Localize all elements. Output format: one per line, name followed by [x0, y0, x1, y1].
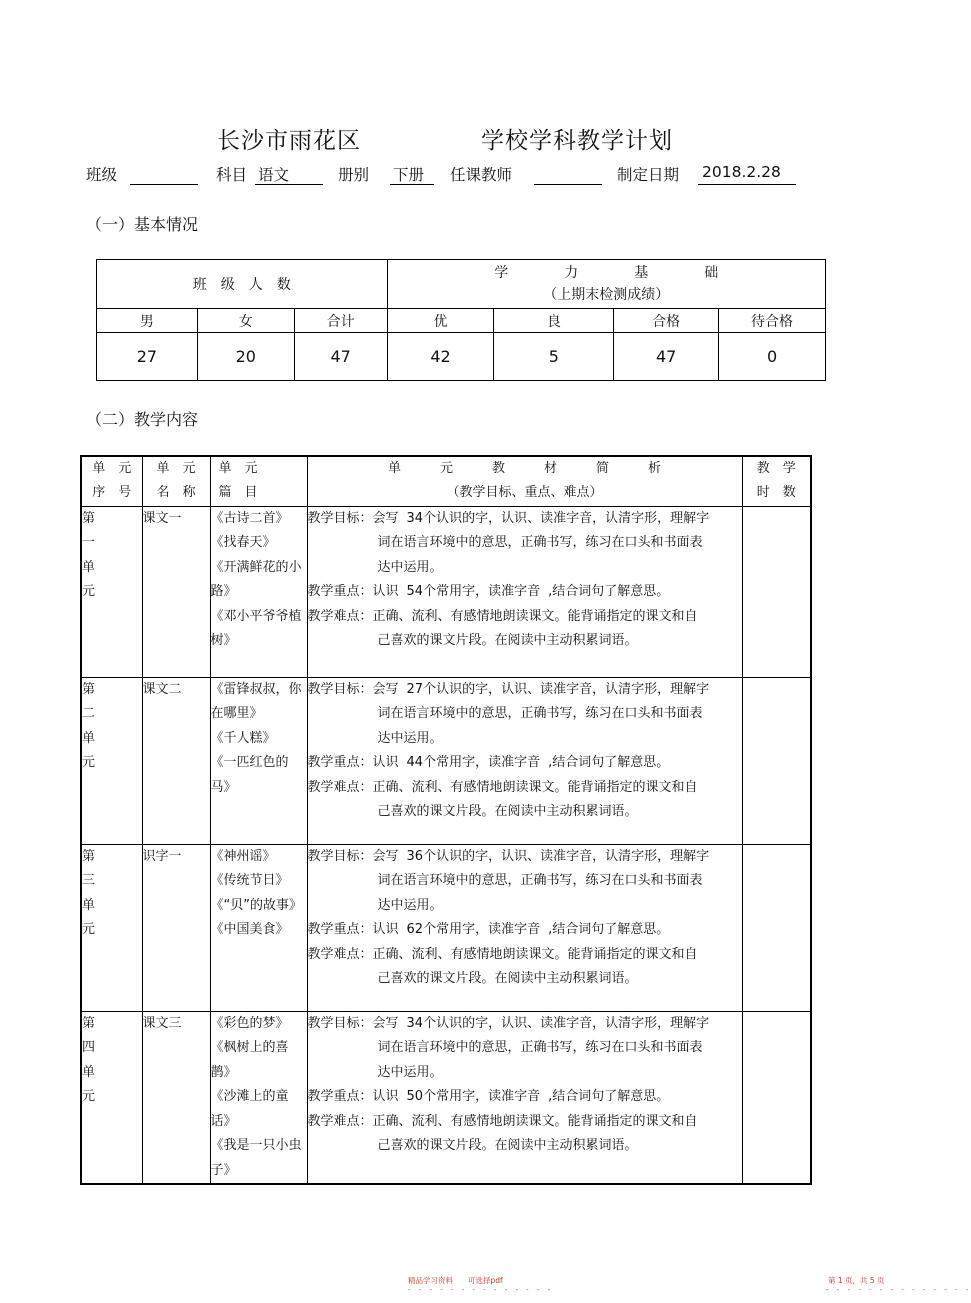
unit-row: [81, 1011, 811, 1184]
footer-dots-left: - - - - - - - - - - - - - -: [408, 1286, 554, 1294]
teacher-field: [534, 184, 602, 185]
lesson-item: 《沙滩上的童话》: [210, 1089, 289, 1129]
unit-1-lessons: [210, 506, 307, 677]
lesson-item: 《找春天》: [210, 535, 276, 550]
col-male: 男: [97, 309, 198, 333]
unit-row: [81, 844, 811, 1011]
unit-3-name: 识字一: [142, 844, 210, 1011]
section-basic-info-title: （一）基本情况: [86, 215, 199, 234]
basic-info-table: [96, 259, 826, 381]
col-pass: 合格: [614, 309, 719, 333]
unit-2-hours: [742, 677, 811, 844]
lesson-item: 《枫树上的喜鹊》: [210, 1040, 289, 1080]
unit-1-hours: [742, 506, 811, 677]
foundation-header: [387, 260, 825, 309]
section-content-title: （二）教学内容: [86, 410, 199, 429]
lesson-item: 《“贝”的故事》: [210, 897, 302, 913]
unit-3-hours: [742, 844, 811, 1011]
class-count-header: 班 级 人 数: [97, 260, 388, 309]
unit-row: [81, 677, 811, 844]
unit-3-lessons: [210, 844, 307, 1011]
title-plan: 学校学科教学计划: [481, 128, 673, 154]
class-label: 班级: [86, 166, 118, 184]
subject-underline: [255, 184, 323, 185]
value-excellent: 42: [387, 333, 494, 381]
value-good: 5: [494, 333, 614, 381]
header-unit-lessons: 单 元 篇 目: [210, 456, 307, 506]
lesson-item: 《开满鲜花的小路》: [210, 559, 302, 599]
unit-4-hours: [742, 1011, 811, 1184]
col-female: 女: [197, 309, 294, 333]
foundation-header-sub: （上期末检测成绩）: [543, 287, 670, 303]
value-total: 47: [294, 333, 387, 381]
unit-4-lessons: [210, 1011, 307, 1184]
lesson-item: 《雷锋叔叔，你在哪里》: [210, 681, 302, 721]
unit-4-name: 课文三: [142, 1011, 210, 1184]
lesson-item: 《彩色的梦》: [210, 1015, 289, 1031]
footer-dots-right: - - - - - - - - - - - - - -: [826, 1286, 971, 1294]
foundation-header-title: 学 力 基 础: [494, 265, 719, 281]
unit-row: [81, 506, 811, 677]
col-total: 合计: [294, 309, 387, 333]
volume-label: 册别: [338, 166, 370, 184]
lesson-item: 《一匹红色的马》: [210, 755, 289, 795]
header-teaching-hours: 教 学 时 数: [742, 456, 811, 506]
value-fail: 0: [719, 333, 826, 381]
date-value: 2018.2.28: [702, 163, 781, 181]
value-male: 27: [97, 333, 198, 381]
col-good: 良: [494, 309, 614, 333]
unit-4-analysis: 教学目标：会写 34个认识的字，认识、读准字音，认清字形，理解字 词在语言环境中的意思，正确书写，练习在口头和书面表 达中运用。 教学重点：认识 50个常用字，读准字音 ,结合词句了解意思。 教学难点：正确、流利、有感情地朗读课文。能背诵指定的课文和自 己喜欢的课文片段。在阅读中主动积累词语。: [307, 1011, 742, 1184]
unit-4-seq: 第 四 单 元: [81, 1011, 142, 1184]
lesson-item: 《邓小平爷爷植树》: [210, 608, 302, 648]
volume-underline: [390, 184, 434, 185]
date-underline: [698, 184, 796, 185]
header-unit-analysis: 单 元 教 材 简 析 （教学目标、重点、难点）: [307, 456, 742, 506]
col-excellent: 优: [387, 309, 494, 333]
unit-1-analysis: 教学目标：会写 34个认识的字，认识、读准字音，认清字形，理解字 词在语言环境中的意思，正确书写，练习在口头和书面表 达中运用。 教学重点：认识 54个常用字，读准字音 ,结合词句了解意思。 教学难点：正确、流利、有感情地朗读课文。能背诵指定的课文和自 己喜欢的课文片段。在阅读中主动积累词语。: [307, 506, 742, 677]
volume-value: 下册: [393, 166, 425, 184]
value-female: 20: [197, 333, 294, 381]
unit-2-name: 课文二: [142, 677, 210, 844]
col-fail: 待合格: [719, 309, 826, 333]
header-unit-name: 单 元 名 称: [142, 456, 210, 506]
subject-label: 科目: [216, 166, 248, 184]
page-number: 第 1 页，共 5 页: [828, 1276, 885, 1285]
lesson-item: 《千人糕》: [210, 730, 276, 746]
date-label: 制定日期: [617, 166, 680, 184]
unit-2-seq: 第 二 单 元: [81, 677, 142, 844]
unit-2-lessons: [210, 677, 307, 844]
unit-1-seq: 第 一 单 元: [81, 506, 142, 677]
value-pass: 47: [614, 333, 719, 381]
footer-watermark: 精品学习资料 可选择pdf: [408, 1276, 503, 1285]
unit-2-analysis: 教学目标：会写 27个认识的字，认识、读准字音，认清字形，理解字 词在语言环境中的意思，正确书写，练习在口头和书面表 达中运用。 教学重点：认识 44个常用字，读准字音 ,结合词句了解意思。 教学难点：正确、流利、有感情地朗读课文。能背诵指定的课文和自 己喜欢的课文片段。在阅读中主动积累词语。: [307, 677, 742, 844]
lesson-item: 《神州谣》: [210, 848, 276, 864]
title-district: 长沙市雨花区: [217, 128, 361, 154]
class-field: [130, 184, 198, 185]
teaching-content-table: [80, 455, 812, 1185]
lesson-item: 《古诗二首》: [210, 510, 289, 526]
header-unit-seq: 单 元 序 号: [81, 456, 142, 506]
unit-1-name: 课文一: [142, 506, 210, 677]
lesson-item: 《传统节日》: [210, 873, 289, 888]
lesson-item: 《中国美食》: [210, 922, 289, 937]
lesson-item: 《我是一只小虫子》: [210, 1138, 302, 1178]
subject-value: 语文: [258, 166, 290, 184]
unit-3-seq: 第 三 单 元: [81, 844, 142, 1011]
teacher-label: 任课教师: [450, 166, 513, 184]
unit-3-analysis: 教学目标：会写 36个认识的字，认识、读准字音，认清字形，理解字 词在语言环境中的意思，正确书写，练习在口头和书面表 达中运用。 教学重点：认识 62个常用字，读准字音 ,结合词句了解意思。 教学难点：正确、流利、有感情地朗读课文。能背诵指定的课文和自 己喜欢的课文片段。在阅读中主动积累词语。: [307, 844, 742, 1011]
